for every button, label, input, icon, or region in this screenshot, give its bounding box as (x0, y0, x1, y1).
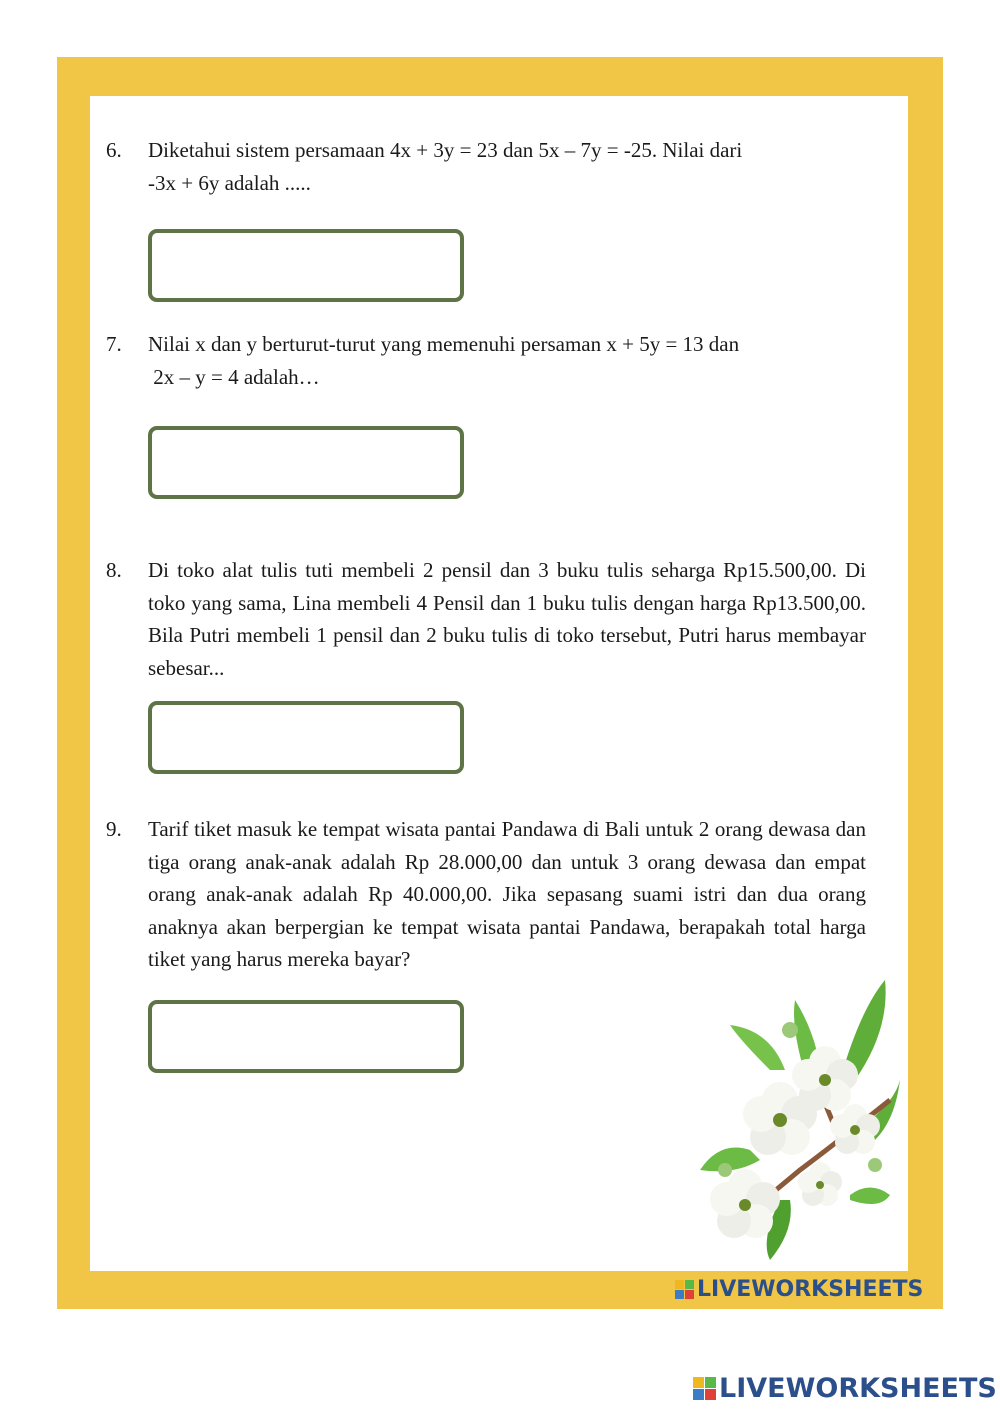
answer-box-6[interactable] (148, 229, 464, 302)
question-text: Tarif tiket masuk ke tempat wisata pantai Pandawa di Bali untuk 2 orang dewasa dan tiga orang anak-anak adalah Rp 28.000,00 dan untuk 3 orang dewasa dan empat orang anak-anak adalah Rp 40.000,00. Jika sepasang suami istri dan dua orang anaknya akan berpergian ke tempat wisata pantai Pandawa, berapakah total harga tiket yang harus mereka bayar? (148, 817, 866, 971)
question-7 (106, 328, 866, 393)
logo-block (705, 1377, 716, 1388)
question-9 (106, 813, 866, 976)
answer-box-9[interactable] (148, 1000, 464, 1073)
logo-text: LIVEWORKSHEETS (697, 1277, 924, 1302)
liveworksheets-logo (675, 1277, 923, 1302)
question-number: 8. (106, 558, 122, 582)
flower-illustration (690, 970, 900, 1270)
logo-icon (675, 1280, 694, 1299)
logo-text: LIVEWORKSHEETS (719, 1373, 997, 1404)
logo-block (705, 1389, 716, 1400)
question-8 (106, 554, 866, 684)
logo-block (685, 1280, 694, 1289)
question-6 (106, 134, 866, 199)
answer-box-8[interactable] (148, 701, 464, 774)
question-number: 7. (106, 332, 122, 356)
question-number: 6. (106, 138, 122, 162)
question-text: Di toko alat tulis tuti membeli 2 pensil dan 3 buku tulis seharga Rp15.500,00. Di toko yang sama, Lina membeli 4 Pensil dan 1 buku tulis dengan harga Rp13.500,00. Bila Putri membeli 1 pensil dan 2 buku tulis di toko tersebut, Putri harus membayar sebesar... (148, 558, 866, 680)
logo-block (675, 1280, 684, 1289)
logo-icon (693, 1377, 716, 1400)
logo-block (693, 1377, 704, 1388)
logo-block (675, 1290, 684, 1299)
logo-block (693, 1389, 704, 1400)
question-number: 9. (106, 817, 122, 841)
question-text: Nilai x dan y berturut-turut yang memenuhi persaman x + 5y = 13 dan 2x – y = 4 adalah… (148, 332, 740, 389)
question-text: Diketahui sistem persamaan 4x + 3y = 23 dan 5x – 7y = -25. Nilai dari -3x + 6y adalah ..... (148, 138, 743, 195)
liveworksheets-logo-footer (693, 1373, 997, 1404)
answer-box-7[interactable] (148, 426, 464, 499)
logo-block (685, 1290, 694, 1299)
